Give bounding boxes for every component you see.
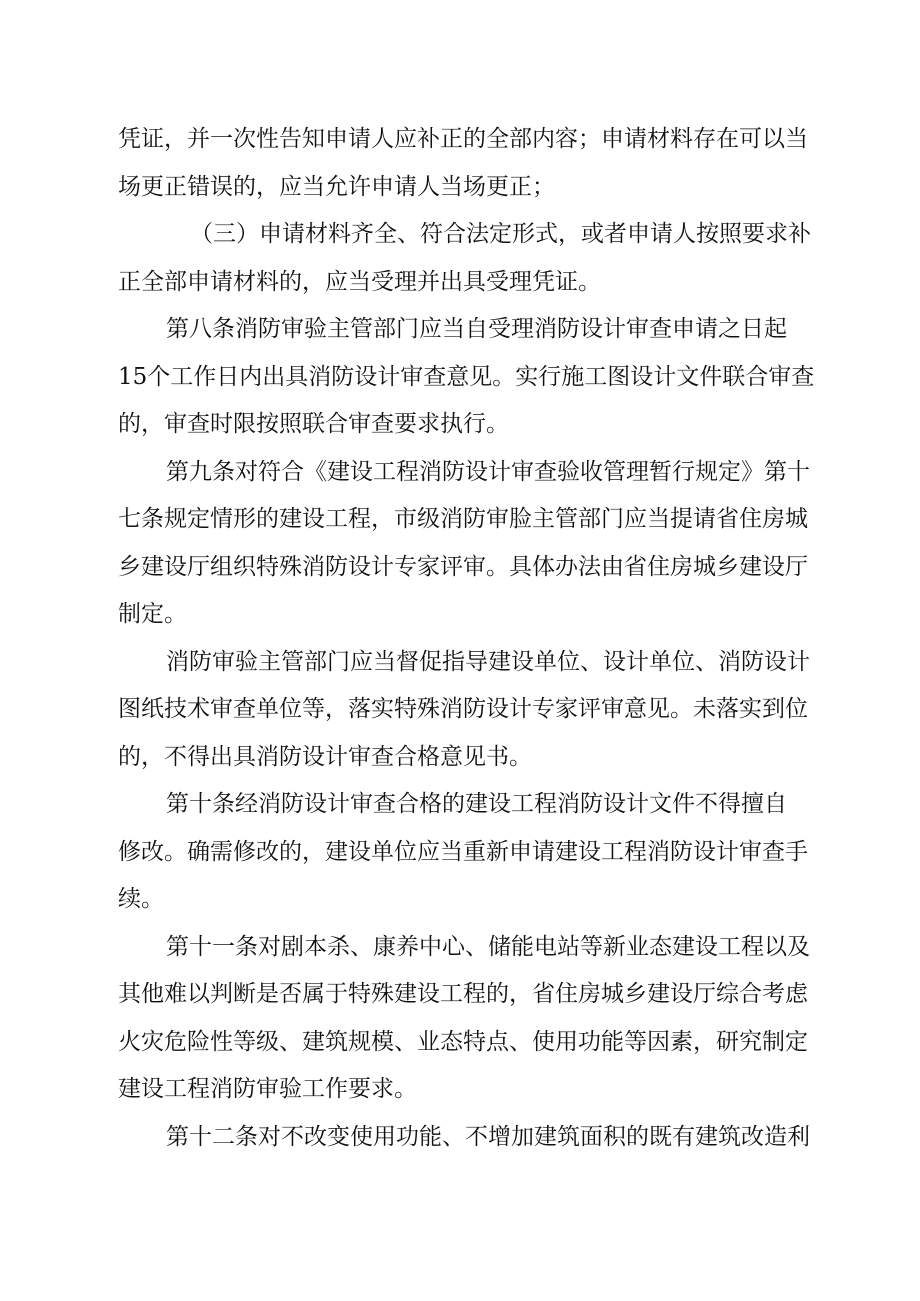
text-line: 第九条对符合《建设工程消防设计审查验收管理暂行规定》第十 [166, 458, 810, 485]
text-line: 修改。确需修改的，建设单位应当重新申请建设工程消防设计审查手 [118, 838, 808, 865]
text-line: 七条规定情形的建设工程，市级消防审脸主管部门应当提请省住房城 [118, 506, 808, 532]
text-line: 消防审验主管部门应当督促指导建设单位、设计单位、消防设计 [166, 648, 810, 675]
text-line: 建设工程消防审验工作要求。 [118, 1076, 417, 1102]
paragraph-article-11 [118, 924, 808, 1114]
text-line: 火灾危险性等级、建筑规模、业态特点、使用功能等因素，研究制定 [118, 1028, 808, 1055]
text-line: 其他难以判断是否属于特殊建设工程的，省住房城乡建设厅综合考虑 [118, 981, 808, 1007]
text-line: 场更正错误的，应当允许申请人当场更正； [118, 173, 555, 200]
text-line: 续。 [118, 886, 164, 912]
text-line: 15个工作日内出具消防设计审查意见。实行施工图设计文件联合审查 [118, 363, 815, 390]
paragraph-article-9 [118, 449, 808, 639]
text-line: 第十条经消防设计审查合格的建设工程消防设计文件不得擅自 [166, 791, 787, 817]
text-line: 的，审查时限按照联合审查要求执行。 [118, 411, 509, 437]
text-line: 的，不得出具消防设计审查合格意见书。 [118, 743, 532, 770]
text-line: 第十二条对不改变使用功能、不增加建筑面积的既有建筑改造利 [166, 1123, 810, 1150]
paragraph-continuation [118, 116, 808, 211]
text-line: 凭证，并一次性告知申请人应补正的全部内容；申请材料存在可以当 [118, 126, 808, 152]
text-line: 第八条消防审验主管部门应当自受理消防设计审查申请之日起 [166, 316, 787, 342]
paragraph-item-three [118, 211, 811, 306]
text-line: 制定。 [118, 601, 187, 627]
text-line: 正全部申请材料的，应当受理并出具受理凭证。 [118, 268, 601, 295]
paragraph-article-10 [118, 781, 808, 924]
paragraph-article-8 [118, 306, 815, 449]
paragraph-article-9-supplement [118, 639, 808, 782]
text-line: 乡建设厅组织特殊消防设计专家评审。具体办法由省住房城乡建设厅 [118, 553, 808, 580]
text-line: 图纸技术审查单位等，落实特殊消防设计专家评审意见。未落实到位 [118, 696, 808, 722]
document-body [118, 116, 815, 1161]
text-line: 第十一条对剧本杀、康养中心、储能电站等新业态建设工程以及 [166, 933, 810, 960]
text-line: （三）申请材料齐全、符合法定形式，或者申请人按照要求补 [190, 221, 811, 247]
paragraph-article-12 [118, 1114, 808, 1162]
